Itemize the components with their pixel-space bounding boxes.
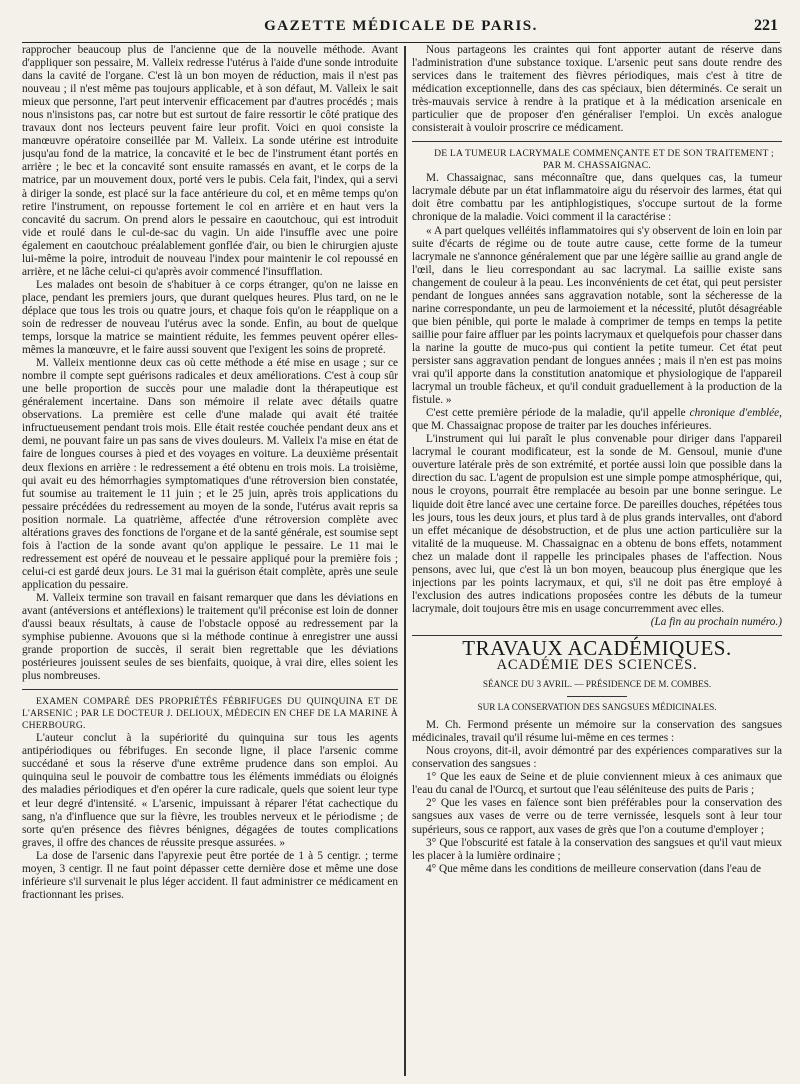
paragraph: Les malades ont besoin de s'habituer à ce corps étranger, qu'on ne laisse en place, pendant les premiers jours, que durant quelques heures. Plus tard, on ne le déplace que tous les trois ou quatre jours, et chaque fois qu'on le réapplique on a soin de redresser de nouveau l'utérus avec la sonde. Enfin, au bout de quelque temps, lorsque la matrice se maintient réduite, les femmes peuvent opérer elles-mêmes la manœuvre, et le faire aussi souvent que l'exigent les soins de propreté. xyxy=(22,278,398,357)
list-item: 3° Que l'obscurité est fatale à la conservation des sangsues et qu'il vaut mieux les placer à la lumière ordinaire ; xyxy=(412,836,782,862)
paragraph: L'auteur conclut à la supériorité du quinquina sur tous les agents antipériodiques ou fébrifuges. En seconde ligne, il place l'arsenic comme succédané et sous la réserve d'une extrême prudence dans son emploi. Au quinquina seul le pouvoir de combattre tous les éléments immédiats ou éloignés des maladies périodiques et d'en opérer la cure radicale, quels que soient leur type et leur degré d'intensité. « L'arsenic, impuissant à réparer l'état cachectique du sang, n'a d'influence que sur la fièvre, les troubles nerveux et le périodisme ; de sorte qu'en présence des fièvres bénignes, dégagées de toutes complications graves, il offre des chances de réussite presque assurées. » xyxy=(22,732,398,849)
continued-note: (La fin au prochain numéro.) xyxy=(650,615,782,628)
academy-heading: ACADÉMIE DES SCIENCES. xyxy=(496,657,698,674)
section-rule xyxy=(22,689,398,690)
journal-title: GAZETTE MÉDICALE DE PARIS. xyxy=(264,18,538,34)
paragraph xyxy=(412,407,782,433)
section-rule xyxy=(412,141,782,142)
page-number: 221 xyxy=(754,17,778,34)
paragraph: rapprocher beaucoup plus de l'ancienne que de la nouvelle méthode. Avant d'appliquer son pessaire, M. Valleix redresse l'utérus à l'aide d'une sonde introduite dans la cavité de l'organe. C'est là un bon moyen de réduction, mais il n'est pas nouveau ; il n'est même pas toujours applicable, et à son défaut, M. Valleix le sait mieux que personne, l'art peut intervenir efficacement par d'autres procédés ; mais nous n'insistons pas, car notre but est surtout de faire ressortir le côté pratique des travaux dont nos lecteurs peuvent faire leur profit. Voici en quoi consiste la manœuvre opératoire conseillée par M. Valleix. La sonde utérine est introduite jusqu'au fond de la matrice, la concavité et le bec de l'instrument étant portés en arrière ; le bec et la concavité sont ensuite ramassés en avant, et le corps de la matrice, par un mouvement doux, porté vers le pubis. Cela fait, l'index, qui a servi à diriger la sonde, est placé sur la face antérieure du col, et en même temps qu'on retire l'instrument, on repousse fortement le col en arrière et en haut vers la concavité du sacrum. On prend alors le pessaire en caoutchouc, qui est introduit vide et roulé dans le cul-de-sac du vagin. Un aide l'insuffle avec une poire également en caoutchouc préalablement gonflée d'air, ou bien le chirurgien ajuste lui-même la poire, introduit de nouveau l'index pour maintenir le col repoussé en arrière, et ne lâche celui-ci qu'après avoir commencé l'insufflation. xyxy=(22,44,398,278)
paragraph: M. Ch. Fermond présente un mémoire sur la conservation des sangsues médicinales, travail qu'il résume lui-même en ces termes : xyxy=(412,719,782,745)
emphasis: chronique d'emblée, xyxy=(689,407,782,420)
paragraph: M. Chassaignac, sans méconnaître que, dans quelques cas, la tumeur lacrymale débute par un état inflammatoire aigu du réservoir des larmes, état qui doit être combattu par les antiphlogistiques, s'occupe surtout de la forme chronique de la maladie. Voici comment il la caractérise : xyxy=(412,172,782,224)
list-item: 4° Que même dans les conditions de meilleure conservation (dans l'eau de xyxy=(426,862,762,875)
big-heading: TRAVAUX ACADÉMIQUES. xyxy=(462,635,732,660)
paragraph: Nous partageons les craintes qui font apporter autant de réserve dans l'administration d'une substance toxique. L'arsenic peut sans doute rendre des services dans le traitement des fièvres périodiques, mais c'est à titre de médication exceptionnelle, dans des cas spéciaux, bien déterminés. Ce serait un très-mauvais service à rendre à la pratique et à la médication arsenicale en particulier que de proposer d'en généraliser l'emploi. Un excès analogue consisterait à vouloir proscrire ce médicament. xyxy=(412,44,782,135)
paragraph: M. Valleix termine son travail en faisant remarquer que dans les déviations en avant (antéversions et antéflexions) le traitement qu'il préconise est loin de donner d'aussi beaux résultats, à cause de l'obstacle opposé au redressement par la symphise pubienne. Avouons que si la méthode continue à enregistrer une aussi grande proportion de succès, il serait bien regrettable que les déviations postérieures jouissent seules de ses bienfaits, quoique, à vrai dire, elles soient les plus nombreuses. xyxy=(22,591,398,683)
quotation: « A part quelques velléités inflammatoires qui s'y observent de loin en loin par suite d'écarts de régime ou de toute autre cause, cette forme de la tumeur lacrymale ne s'annonce généralement que par une légère saillie au grand angle de l'œil, dans le lieu correspondant au sac lacrymal. La saillie existe sans changement de couleur à la peau. Les inconvénients de cet état, qui peut persister pendant de longues années sans aggravation notable, sont la sécheresse de la narine correspondante, un peu de larmoiement et la nécessité, plutôt désagréable que bien pénible, qui porte le malade à comprimer de temps en temps la petite saillie pour faire affluer par les points lacrymaux et quelquefois pour chasser dans la narine la goutte de muco-pus qui contient la petite tumeur. Cet état peut persister sans aggravation pendant de longues années ; mais il n'en est pas moins vrai qu'il apporte dans la constitution anatomique et physiologique de l'appareil lacrymal un trouble fâcheux, et qu'il conduit graduellement à la production de la fistule. » xyxy=(412,224,782,407)
right-column xyxy=(412,44,782,1078)
list-item: 2° Que les vases en faïence sont bien préférables pour la conservation des sangsues aux vases de verre ou de terre vernissée, lesquels sont à leur tour supérieurs, sous ce rapport, aux vases de grès que l'on a coutume d'employer ; xyxy=(412,797,782,836)
session-line: SÉANCE DU 3 AVRIL. — PRÉSIDENCE DE M. COMBES. xyxy=(482,679,712,690)
paragraph: Nous croyons, dit-il, avoir démontré par des expériences comparatives sur la conservation des sangsues : xyxy=(412,745,782,771)
section-title: DE LA TUMEUR LACRYMALE COMMENÇANTE ET DE SON TRAITEMENT ; PAR M. CHASSAIGNAC. xyxy=(434,148,774,172)
left-column xyxy=(22,44,398,1078)
section-title: EXAMEN COMPARÉ DES PROPRIÉTÉS FÉBRIFUGES DU QUINQUINA ET DE L'ARSENIC ; PAR LE DOCTEUR J. DELIOUX, MÉDECIN EN CHEF DE LA MARINE À CHERBOURG. xyxy=(22,696,398,732)
paragraph: L'instrument qui lui paraît le plus convenable pour diriger dans l'appareil lacrymal le courant modificateur, est la sonde de M. Gensoul, munie d'une ouverture latérale près de son extrémité, et portée aussi loin que possible dans la direction du sac. L'agent de propulsion est une simple pompe atmosphérique, qui, nous le croyons, pourrait être remplacée au besoin par une bonne seringue. Le liquide doit être lancé avec une certaine force. De pareilles douches, répétées tous les jours, tous les deux jours, et plus tard à de plus grands intervalles, ont d'abord un effet mécanique de désobstruction, et de plus une action particulière sur la vitalité de la muqueuse. M. Chassaignac en a obtenu de bons effets, notamment chez un malade dont il rappelle les principales phases de l'affection. Nous pensons, avec lui, que c'est là un bon moyen, beaucoup plus énergique que les injections par les points lacrymaux, et qui, s'il ne doit pas être employé à l'exclusion des autres indications proposées contre les débuts de la tumeur lacrymale, doit toujours être mis en usage concurremment avec elles. xyxy=(412,433,782,615)
list-item: 1° Que les eaux de Seine et de pluie conviennent mieux à ces animaux que l'eau du canal de l'Ourcq, et surtout que l'eau séléniteuse des puits de Paris ; xyxy=(412,771,782,797)
column-divider xyxy=(404,46,406,1076)
text-run: C'est cette première période de la maladie, qu'il appelle xyxy=(426,407,690,420)
paragraph: La dose de l'arsenic dans l'apyrexie peut être portée de 1 à 5 centigr. ; terme moyen, 3 centigr. Il ne faut point dépasser cette dernière dose et même une dose inférieure s'il survenait le plus léger accident. Il faut administrer ce médicament en fractionnant les prises. xyxy=(22,849,398,901)
page-header xyxy=(22,14,780,43)
paragraph: M. Valleix mentionne deux cas où cette méthode a été mise en usage ; sur ce nombre il compte sept guérisons radicales et deux améliorations. C'est à coup sûr une belle proportion de succès pour une maladie dont la thérapeutique est généralement incertaine. Dans son mémoire il relate avec détails quatre observations. La première est celle d'une malade qui avait été traitée infructueusement pendant trois mois. Elle était restée couchée pendant deux ans et demi, ne pouvant faire un pas sans de vives douleurs. M. Valleix l'a mise en état de faire de longues courses à pied et des voyages en voiture. La deuxième présentait deux flexions en arrière : le redressement a été obtenu en trois mois. La troisième, qui avait eu des hémorrhagies symptomatiques d'une rétroversion bien constatée, fut soumise au traitement le 11 juin ; et le 25 juin, après trois applications du pessaire précédées du redressement au moyen de la sonde, l'utérus avait repris sa position normale. La quatrième, affectée d'une rétroversion complète avec altérations graves des fonctions de l'organe et de la santé générale, est soumise sept fois à l'action de la sonde avant qu'on applique le pessaire. Le 11 mai le redressement est opéré de nouveau et le pessaire appliqué pour la première fois ; celui-ci est gardé deux jours. Le 31 mai la guérison était complète, après une seule application du pessaire. xyxy=(22,357,398,591)
subsection-title: SUR LA CONSERVATION DES SANGSUES MÉDICINALES. xyxy=(477,702,717,713)
text-run: que M. Chassaignac propose de traiter par les douches inférieures. xyxy=(412,420,712,433)
short-rule xyxy=(567,696,627,697)
